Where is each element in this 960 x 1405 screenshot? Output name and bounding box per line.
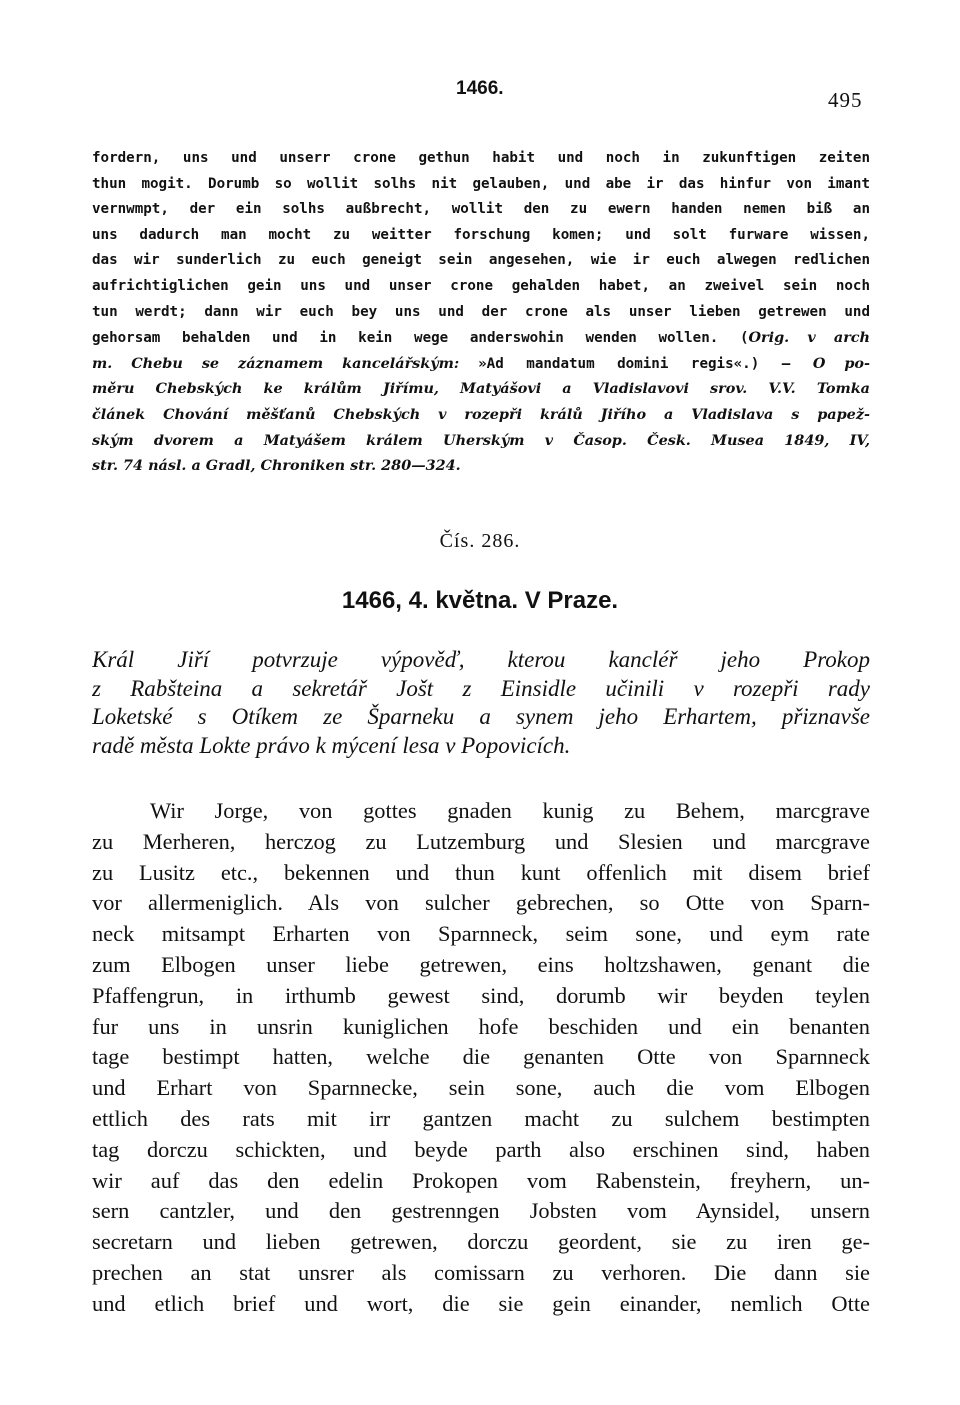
header-year: 1466. (456, 78, 504, 99)
body-line: sern cantzler, und den gestrenngen Jobsten vom Aynsidel, unsern (92, 1198, 870, 1224)
document-number: Čís. 286. (439, 530, 521, 552)
body-line: und Erhart von Sparnnecke, sein sone, auch die vom Elbogen (92, 1075, 870, 1101)
document-date-place: 1466, 4. května. V Praze. (341, 587, 619, 614)
body-line: zu Merheren, herczog zu Lutzemburg und Slesien und marcgrave (92, 828, 870, 854)
body-line: Pfaffengrun, in irthumb gewest sind, dorumb wir beyden teylen (92, 982, 870, 1008)
note-line: tun werdt; dann wir euch bey uns und der crone als unser lieben getrewen und (92, 303, 870, 320)
regest-line: Král Jiří potvrzuje výpověď, kterou kancléř jeho Prokop (92, 647, 870, 672)
note-line: m. Chebu se záznamem kancelářským: »Ad mandatum domini regis«.) — O po- (92, 354, 870, 372)
note-line: das wir sunderlich zu euch geneigt sein angesehen, wie ir euch alwegen redlichen (92, 252, 870, 269)
note-line: aufrichtiglichen gein uns und unser crone gehalden habet, an zweivel sein noch (92, 277, 870, 294)
page-number: 495 (828, 88, 863, 112)
note-line: fordern, uns und unserr crone gethun habit und noch in zukunftigen zeiten (92, 150, 870, 166)
note-line: thun mogit. Dorumb so wollit solhs nit gelauben, und abe ir das hinfur von imant (92, 175, 870, 192)
regest-line: z Rabšteina a sekretář Jošt z Einsidle učinili v rozepři rady (92, 675, 870, 701)
body-line: vor allermeniglich. Als von sulcher gebrechen, so Otte von Sparn- (92, 890, 870, 916)
regest-line: radě města Lokte právo k mýcení lesa v Popovicích. (92, 732, 571, 758)
regest-summary (92, 646, 870, 760)
note-line: uns dadurch man mocht zu weitter forschung komen; und solt furware wissen, (92, 226, 870, 243)
body-line: ettlich des rats mit irr gantzen macht zu sulchem bestimpten (92, 1105, 870, 1131)
body-line: und etlich brief und wort, die sie gein einander, nemlich Otte (92, 1290, 870, 1316)
regest-line: Loketské s Otíkem ze Šparneku a synem jeho Erhartem, přiznavše (92, 704, 870, 729)
note-line: měru Chebských ke králům Jiřímu, Matyášovi a Vladislavovi srov. V.V. Tomka (92, 380, 870, 398)
note-line: vernwmpt, der ein solhs außbrecht, wollit den zu ewern handen nemen biß an (92, 201, 870, 218)
body-line: Wir Jorge, von gottes gnaden kunig zu Behem, marcgrave (150, 798, 870, 823)
body-line: fur uns in unsrin kuniglichen hofe beschiden und ein benanten (92, 1013, 870, 1039)
body-line: secretarn und lieben getrewen, dorczu geordent, sie zu iren ge- (92, 1229, 870, 1255)
body-line: zu Lusitz etc., bekennen und thun kunt offenlich mit disem brief (92, 859, 870, 885)
charter-text (92, 796, 870, 1320)
body-line: tag dorczu schickten, und beyde parth also erschinen sind, haben (92, 1136, 870, 1162)
body-line: prechen an stat unsrer als comissarn zu verhoren. Die dann sie (92, 1259, 870, 1285)
note-line: ským dvorem a Matyášem králem Uherským v Časop. Česk. Musea 1849, IV, (92, 431, 870, 449)
notes-section (92, 146, 870, 479)
body-line: tage bestimpt hatten, welche die genanten Otte von Sparnneck (92, 1044, 870, 1070)
body-line: neck mitsampt Erharten von Sparnneck, seim sone, und eym rate (92, 921, 870, 947)
note-line: str. 74 násl. a Gradl, Chroniken str. 280—324. (92, 457, 461, 475)
running-header (0, 78, 960, 112)
note-line: gehorsam behalden und in kein wege anderswohin wenden wollen. (Orig. v arch (92, 329, 870, 347)
body-line: zum Elbogen unser liebe getrewen, eins holtzshawen, genant die (92, 951, 870, 977)
note-line: článek Chování měšťanů Chebských v rozepři králů Jiřího a Vladislava s papež- (92, 405, 870, 423)
body-line: wir auf das den edelin Prokopen vom Rabenstein, freyhern, un- (92, 1167, 870, 1193)
